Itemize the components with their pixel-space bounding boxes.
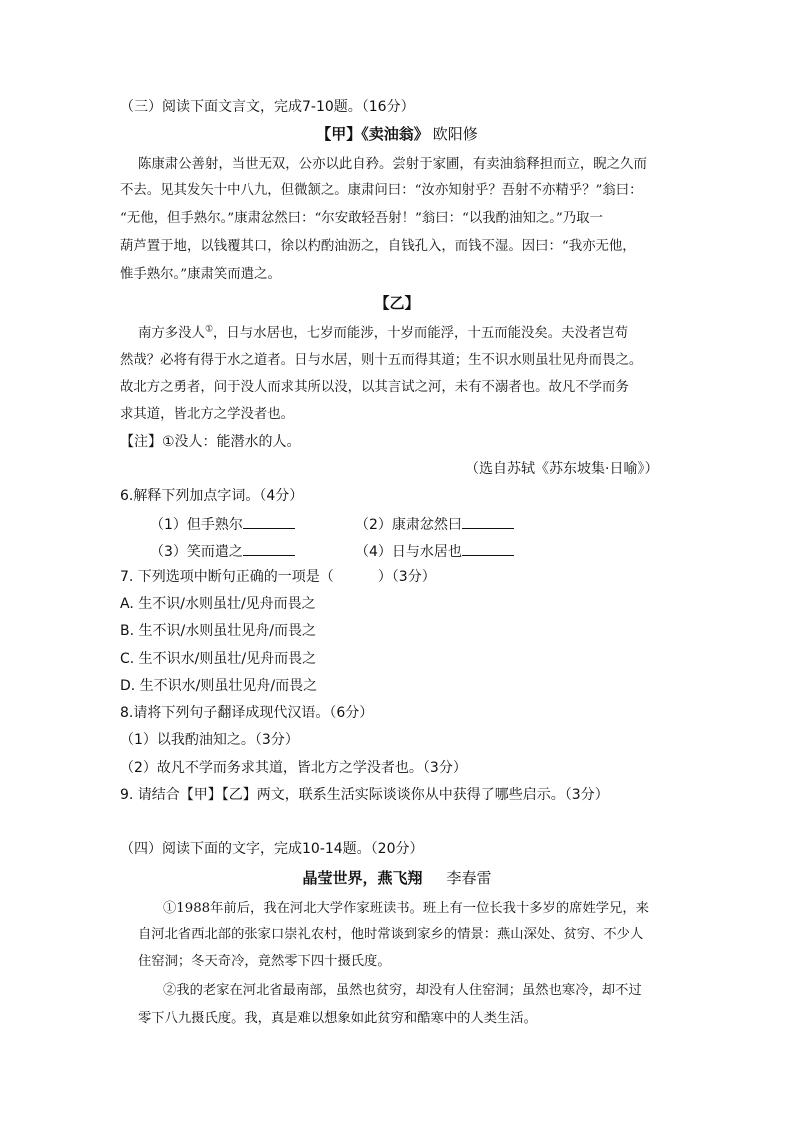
section4-title-row: [0, 869, 794, 887]
q8-stem: 8.请将下列句子翻译成现代汉语。（6分）: [120, 705, 374, 721]
jia-author: 欧阳修: [432, 125, 478, 143]
jia-line-1: 陈康肃公善射，当世无双，公亦以此自矜。尝射于家圃，有卖油翁释担而立，睨之久而: [138, 157, 647, 172]
section4-para-line-2: 自河北省西北部的张家口崇礼农村，他时常谈到家乡的情景：燕山深处、贫穷、不少人: [138, 927, 644, 942]
yi-line-3: 故北方之勇者，问于没人而求其所以没，以其言试之河，未有不溺者也。故凡不学而务: [120, 380, 629, 395]
q7-option-a[interactable]: A. 生不识/水则虽壮/见舟而畏之: [120, 596, 316, 612]
footnote-marker: ①: [204, 324, 214, 335]
section4-para-line-4: ②我的老家在河北省最南部，虽然也贫穷，却没有人住窑洞；虽然也寒冷，却不过: [163, 983, 642, 998]
jia-title-row: [0, 125, 794, 143]
yi-source: （选自苏轼《苏东坡集·日喻》）: [465, 461, 659, 477]
q9-stem: 9. 请结合【甲】【乙】两文，联系生活实际谈谈你从中获得了哪些启示。（3分）: [120, 787, 609, 803]
q6-item-1: （1）但手熟尔: [150, 514, 295, 534]
yi-line-4: 求其道，皆北方之学没者也。: [120, 407, 295, 422]
answer-blank[interactable]: [462, 514, 514, 529]
section4-heading: （四）阅读下面的文字，完成10-14题。（20分）: [120, 841, 424, 857]
yi-line-1-start: 南方多没人: [138, 326, 205, 341]
answer-blank[interactable]: [462, 541, 514, 556]
answer-blank[interactable]: [243, 514, 295, 529]
section4-para-line-5: 零下八九摄氏度。我，真是难以想象如此贫穷和酷寒中的人类生活。: [138, 1011, 537, 1026]
q6-stem: 6.解释下列加点字词。（4分）: [120, 488, 304, 504]
yi-title: 【乙】: [374, 294, 420, 312]
section4-author: 李春雷: [446, 869, 492, 887]
yi-line-1-end: ，日与水居也，七岁而能涉，十岁而能浮，十五而能没矣。夫没者岂苟: [213, 326, 629, 341]
section3-heading: （三）阅读下面文言文，完成7-10题。（16分）: [120, 99, 415, 115]
jia-title: 【甲】《卖油翁》: [316, 125, 429, 143]
q6-item-3: （3）笑而遣之: [150, 541, 295, 561]
jia-line-2: 不去。见其发矢十中八九，但微颔之。康肃问曰：“汝亦知射乎？吾射不亦精乎？”翁曰：: [120, 183, 643, 198]
q8-item-2: （2）故凡不学而务求其道，皆北方之学没者也。（3分）: [120, 760, 467, 776]
yi-line-2: 然哉？必将有得于水之道者。日与水居，则十五而得其道；生不识水则虽壮见舟而畏之。: [120, 353, 643, 368]
jia-line-4: 葫芦置于地，以钱覆其口，徐以杓酌油沥之，自钱孔入，而钱不湿。因曰：“我亦无他，: [120, 239, 636, 254]
q7-option-c[interactable]: C. 生不识水/则虽壮/见舟而畏之: [120, 651, 317, 667]
answer-blank[interactable]: [243, 541, 295, 556]
q8-item-1: （1）以我酌油知之。（3分）: [120, 732, 299, 748]
section4-para-line-3: 住窑洞；冬天奇冷，竟然零下四十摄氏度。: [138, 954, 391, 969]
jia-line-3: “无他，但手熟尔。”康肃忿然曰：“尔安敢轻吾射！”翁曰：“以我酌油知之。”乃取一: [120, 211, 603, 226]
q7-option-d[interactable]: D. 生不识水/则虽壮见舟/而畏之: [120, 678, 318, 694]
q6-item-4: （4）日与水居也: [355, 541, 514, 561]
section4-title: 晶莹世界，燕飞翔: [302, 869, 423, 887]
jia-line-5: 惟手熟尔。”康肃笑而遣之。: [120, 267, 281, 282]
yi-line-1: [138, 325, 628, 343]
q7-stem: 7. 下列选项中断句正确的一项是（ ）（3分）: [120, 569, 436, 585]
yi-note: 【注】①没人：能潜水的人。: [120, 434, 301, 450]
q7-option-b[interactable]: B. 生不识/水则虽壮见舟/而畏之: [120, 623, 316, 639]
q6-item-2: （2）康肃忿然曰: [355, 514, 514, 534]
section4-para-line-1: ①1988年前后，我在河北大学作家班读书。班上有一位长我十多岁的席姓学兄，来: [163, 901, 649, 916]
